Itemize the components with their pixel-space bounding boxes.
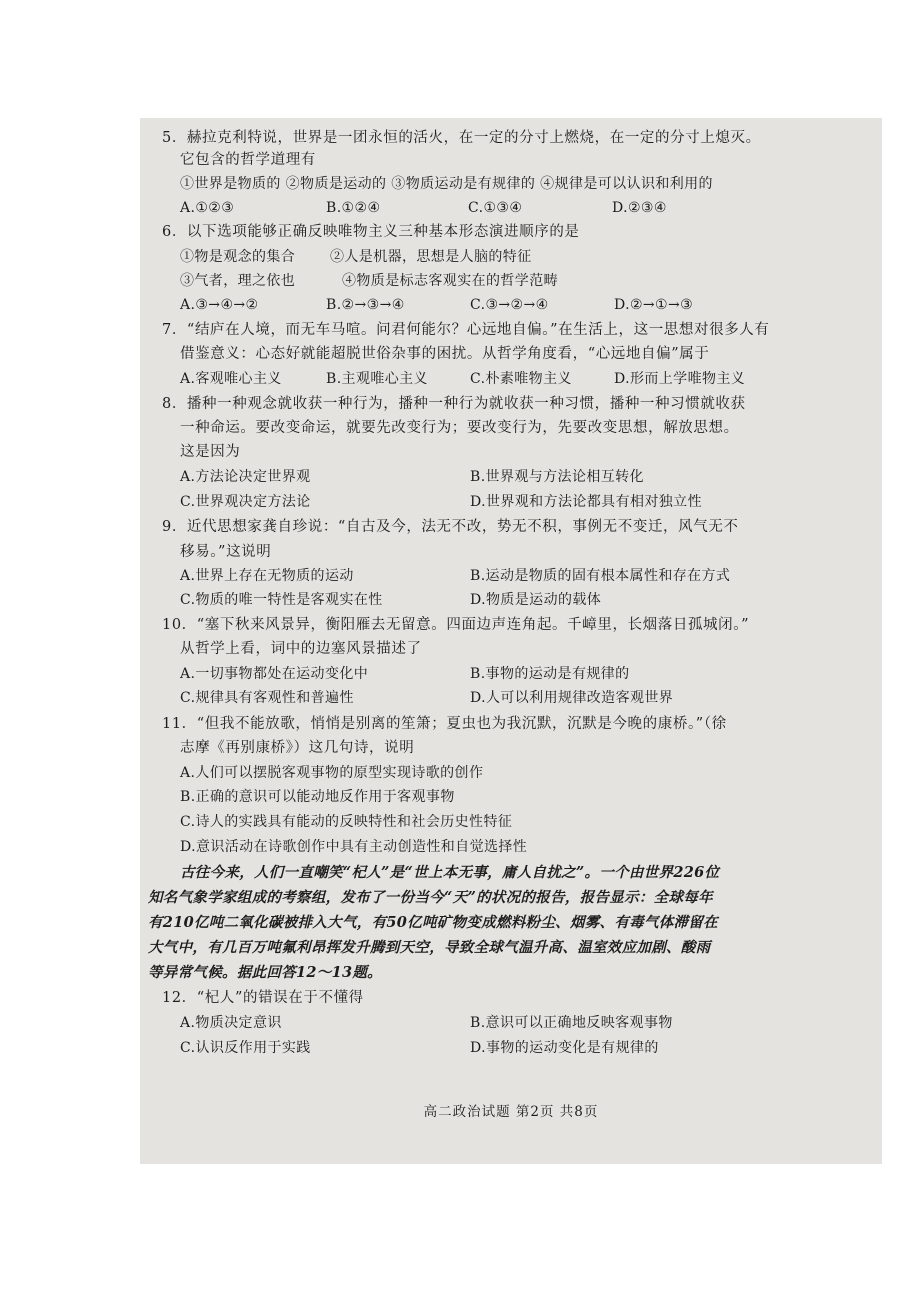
q7-option-a: A.客观唯心主义	[180, 371, 282, 387]
q10-stem-line2: 从哲学上看，词中的边塞风景描述了	[180, 641, 422, 657]
passage-line3: 有210亿吨二氧化碳被排入大气，有50亿吨矿物变成燃料粉尘、烟雾、有毒气体滞留在	[148, 914, 718, 931]
q10-option-d: D.人可以利用规律改造客观世界	[470, 690, 674, 706]
q8-option-d: D.世界观和方法论都具有相对独立性	[470, 494, 702, 510]
q5-stem-line2: 它包含的哲学道理有	[180, 152, 316, 168]
q5-option-c: C.①③④	[468, 200, 523, 216]
q6-item-1: ①物是观念的集合	[180, 249, 296, 265]
q12-option-b: B.意识可以正确地反映客观事物	[470, 1015, 673, 1031]
q8-stem-line1: 8．播种一种观念就收获一种行为，播种一种行为就收获一种习惯，播种一种习惯就收获	[162, 396, 746, 412]
q6-option-a: A.③→④→②	[180, 297, 259, 313]
q5-option-d: D.②③④	[612, 200, 667, 216]
q9-option-b: B.运动是物质的固有根本属性和存在方式	[470, 568, 731, 584]
q8-stem-line3: 这是因为	[180, 444, 241, 460]
q7-stem-line2: 借鉴意义：心态好就能超脱世俗杂事的困扰。从哲学角度看，“心远地自偏”属于	[180, 346, 710, 362]
q8-option-a: A.方法论决定世界观	[180, 469, 311, 485]
q12-stem: 12．“杞人”的错误在于不懂得	[162, 990, 364, 1006]
q6-option-d: D.②→①→③	[614, 297, 694, 313]
q10-option-a: A.一切事物都处在运动变化中	[180, 666, 369, 682]
q5-option-a: A.①②③	[180, 200, 235, 216]
q6-item-2: ②人是机器，思想是人脑的特征	[330, 249, 532, 265]
q9-stem-line1: 9．近代思想家龚自珍说：“自古及今，法无不改，势无不积，事例无不变迁，风气无不	[162, 519, 739, 535]
q11-option-b: B.正确的意识可以能动地反作用于客观事物	[180, 789, 455, 805]
q7-stem-line1: 7．“结庐在人境，而无车马喧。问君何能尔？心远地自偏。”在生活上，这一思想对很多人有	[162, 322, 770, 338]
q6-item-3: ③气者，理之依也	[180, 273, 296, 289]
q5-items: ①世界是物质的 ②物质是运动的 ③物质运动是有规律的 ④规律是可以认识和利用的	[180, 176, 713, 192]
passage-line4: 大气中，有几百万吨氟利昂挥发升腾到天空，导致全球气温升高、温室效应加剧、酸雨	[148, 939, 711, 956]
q10-stem-line1: 10．“塞下秋来风景异，衡阳雁去无留意。四面边声连角起。千嶂里，长烟落日孤城闭。”	[162, 617, 750, 633]
q5-stem-line1: 5．赫拉克利特说，世界是一团永恒的活火，在一定的分寸上燃烧，在一定的分寸上熄灭。	[162, 130, 761, 146]
q8-option-c: C.世界观决定方法论	[180, 494, 311, 510]
exam-page	[140, 118, 882, 1164]
q7-option-d: D.形而上学唯物主义	[614, 371, 746, 387]
passage-line1: 古往今来，人们一直嘲笑“杞人”是“世上本无事，庸人自扰之”。一个由世界226位	[180, 864, 720, 881]
q11-option-d: D.意识活动在诗歌创作中具有主动创造性和自觉选择性	[180, 839, 528, 855]
q11-option-c: C.诗人的实践具有能动的反映特性和社会历史性特征	[180, 814, 513, 830]
q6-option-c: C.③→②→④	[470, 297, 549, 313]
passage-line5: 等异常气候。据此回答12～13题。	[148, 964, 382, 981]
passage-line2: 知名气象学家组成的考察组，发布了一份当今“天”的状况的报告，报告显示：全球每年	[148, 889, 713, 906]
q9-option-c: C.物质的唯一特性是客观实在性	[180, 592, 383, 608]
q10-option-c: C.规律具有客观性和普遍性	[180, 690, 354, 706]
q9-option-a: A.世界上存在无物质的运动	[180, 568, 354, 584]
q11-stem-line2: 志摩《再别康桥》）这几句诗，说明	[180, 740, 415, 756]
q9-option-d: D.物质是运动的载体	[470, 592, 602, 608]
q12-option-a: A.物质决定意识	[180, 1015, 282, 1031]
q9-stem-line2: 移易。”这说明	[180, 544, 272, 560]
q10-option-b: B.事物的运动是有规律的	[470, 666, 630, 682]
q12-option-c: C.认识反作用于实践	[180, 1040, 311, 1056]
page-footer: 高二政治试题 第2页 共8页	[423, 1104, 599, 1120]
q8-option-b: B.世界观与方法论相互转化	[470, 469, 644, 485]
q6-item-4: ④物质是标志客观实在的哲学范畴	[342, 273, 558, 289]
q5-option-b: B.①②④	[326, 200, 381, 216]
q12-option-d: D.事物的运动变化是有规律的	[470, 1040, 659, 1056]
q11-option-a: A.人们可以摆脱客观事物的原型实现诗歌的创作	[180, 765, 484, 781]
q11-stem-line1: 11．“但我不能放歌，悄悄是别离的笙箫；夏虫也为我沉默，沉默是今晚的康桥。”（徐	[162, 716, 727, 732]
q6-stem: 6．以下选项能够正确反映唯物主义三种基本形态演进顺序的是	[162, 224, 580, 240]
q6-option-b: B.②→③→④	[326, 297, 405, 313]
q8-stem-line2: 一种命运。要改变命运，就要先改变行为；要改变行为，先要改变思想，解放思想。	[180, 420, 739, 436]
q7-option-b: B.主观唯心主义	[326, 371, 428, 387]
q7-option-c: C.朴素唯物主义	[470, 371, 572, 387]
